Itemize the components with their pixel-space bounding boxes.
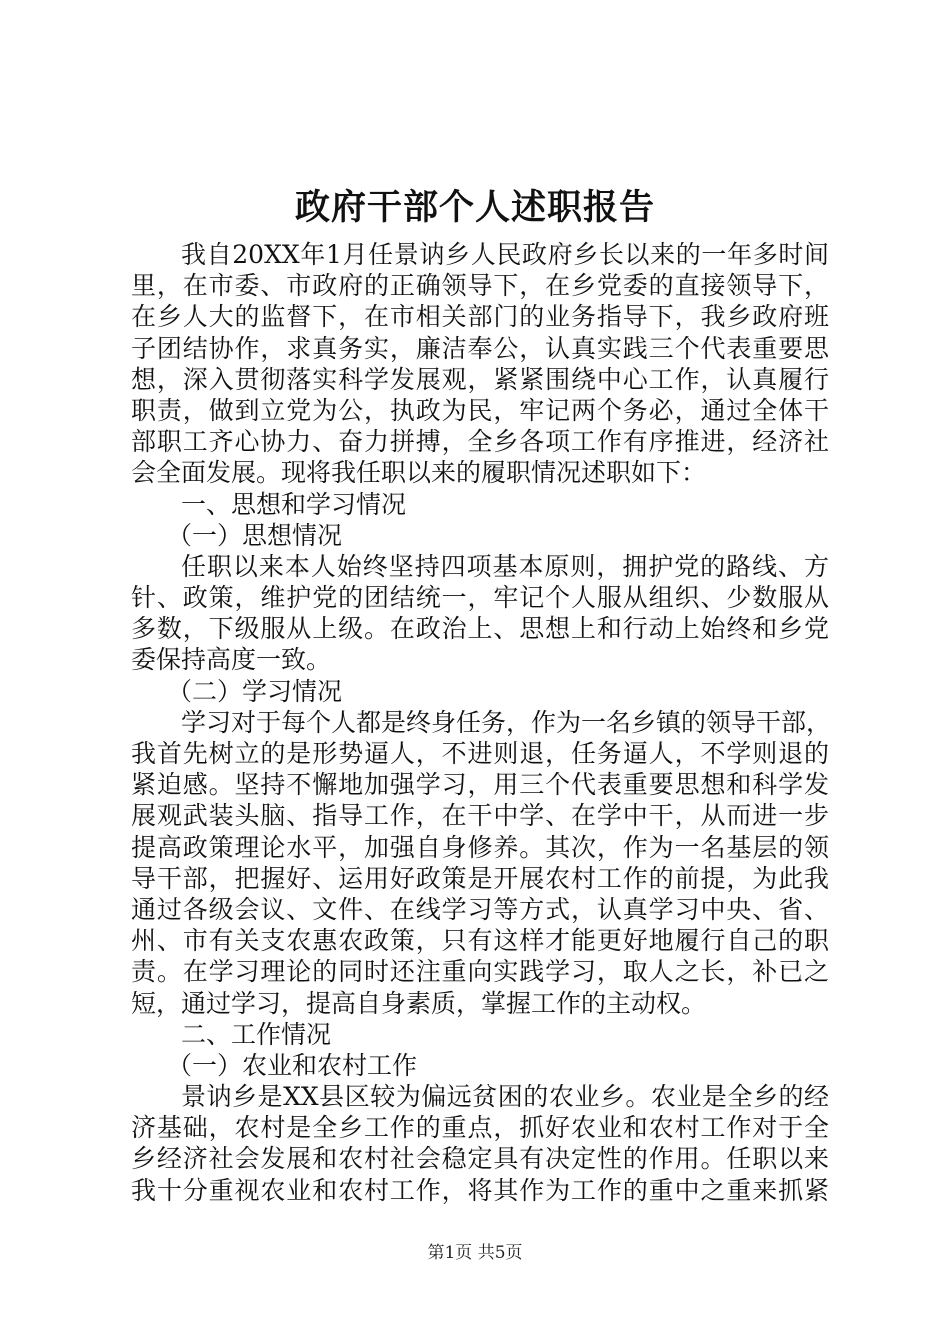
text-line: 展观武装头脑、指导工作，在干中学、在学中干，从而进一步: [131, 801, 829, 831]
text-line: （一）思想情况: [167, 520, 343, 550]
text-line: 我自20XX年1月任景讷乡人民政府乡长以来的一年多时间: [181, 240, 829, 269]
text-line: 景讷乡是XX县区较为偏远贫困的农业乡。农业是全乡的经: [181, 1082, 829, 1112]
text-line: 通过各级会议、文件、在线学习等方式，认真学习中央、省、: [131, 894, 829, 924]
text-line: 子团结协作，求真务实，廉洁奉公，认真实践三个代表重要思: [131, 333, 829, 363]
text-line: 责。在学习理论的同时还注重向实践学习，取人之长，补已之: [131, 957, 829, 987]
text-line: 紧迫感。坚持不懈地加强学习，用三个代表重要思想和科学发: [131, 770, 829, 800]
text-line: 针、政策，维护党的团结统一，牢记个人服从组织、少数服从: [131, 583, 829, 613]
text-line: 想，深入贯彻落实科学发展观，紧紧围绕中心工作，认真履行: [131, 364, 829, 394]
text-line: 短，通过学习，提高自身素质，掌握工作的主动权。: [131, 988, 707, 1018]
text-line: 部职工齐心协力、奋力拼搏，全乡各项工作有序推进，经济社: [131, 427, 829, 457]
text-line: （二）学习情况: [167, 676, 343, 706]
text-line: 职责，做到立党为公，执政为民，牢记两个务必，通过全体干: [131, 395, 829, 425]
page-title: 政府干部个人述职报告: [294, 187, 655, 228]
document-body: [131, 239, 832, 1206]
text-line: 我十分重视农业和农村工作，将其作为工作的重中之重来抓紧: [131, 1175, 829, 1205]
text-line: （一）农业和农村工作: [167, 1050, 418, 1080]
text-line: 里，在市委、市政府的正确领导下，在乡党委的直接领导下，: [131, 271, 829, 301]
text-line: 济基础，农村是全乡工作的重点，抓好农业和农村工作对于全: [131, 1113, 829, 1143]
text-line: 学习对于每个人都是终身任务，作为一名乡镇的领导干部，: [181, 707, 832, 737]
text-line: 委保持高度一致。: [131, 645, 332, 675]
text-line: 二、工作情况: [181, 1019, 332, 1049]
text-line: 乡经济社会发展和农村社会稳定具有决定性的作用。任职以来: [131, 1144, 829, 1174]
text-line: 我首先树立的是形势逼人，不进则退，任务逼人，不学则退的: [131, 739, 829, 768]
text-line: 多数，下级服从上级。在政治上、思想上和行动上始终和乡党: [131, 614, 829, 644]
text-line: 州、市有关支农惠农政策，只有这样才能更好地履行自己的职: [131, 926, 829, 956]
text-line: 在乡人大的监督下，在市相关部门的业务指导下，我乡政府班: [131, 302, 829, 332]
text-line: 导干部，把握好、运用好政策是开展农村工作的前提，为此我: [131, 863, 829, 893]
text-line: 任职以来本人始终坚持四项基本原则，拥护党的路线、方: [181, 551, 829, 581]
text-line: 提高政策理论水平，加强自身修养。其次，作为一名基层的领: [131, 832, 829, 862]
page-footer: 第1页 共5页: [427, 1243, 523, 1263]
text-line: 一、思想和学习情况: [181, 489, 407, 519]
text-line: 会全面发展。现将我任职以来的履职情况述职如下：: [131, 458, 707, 488]
